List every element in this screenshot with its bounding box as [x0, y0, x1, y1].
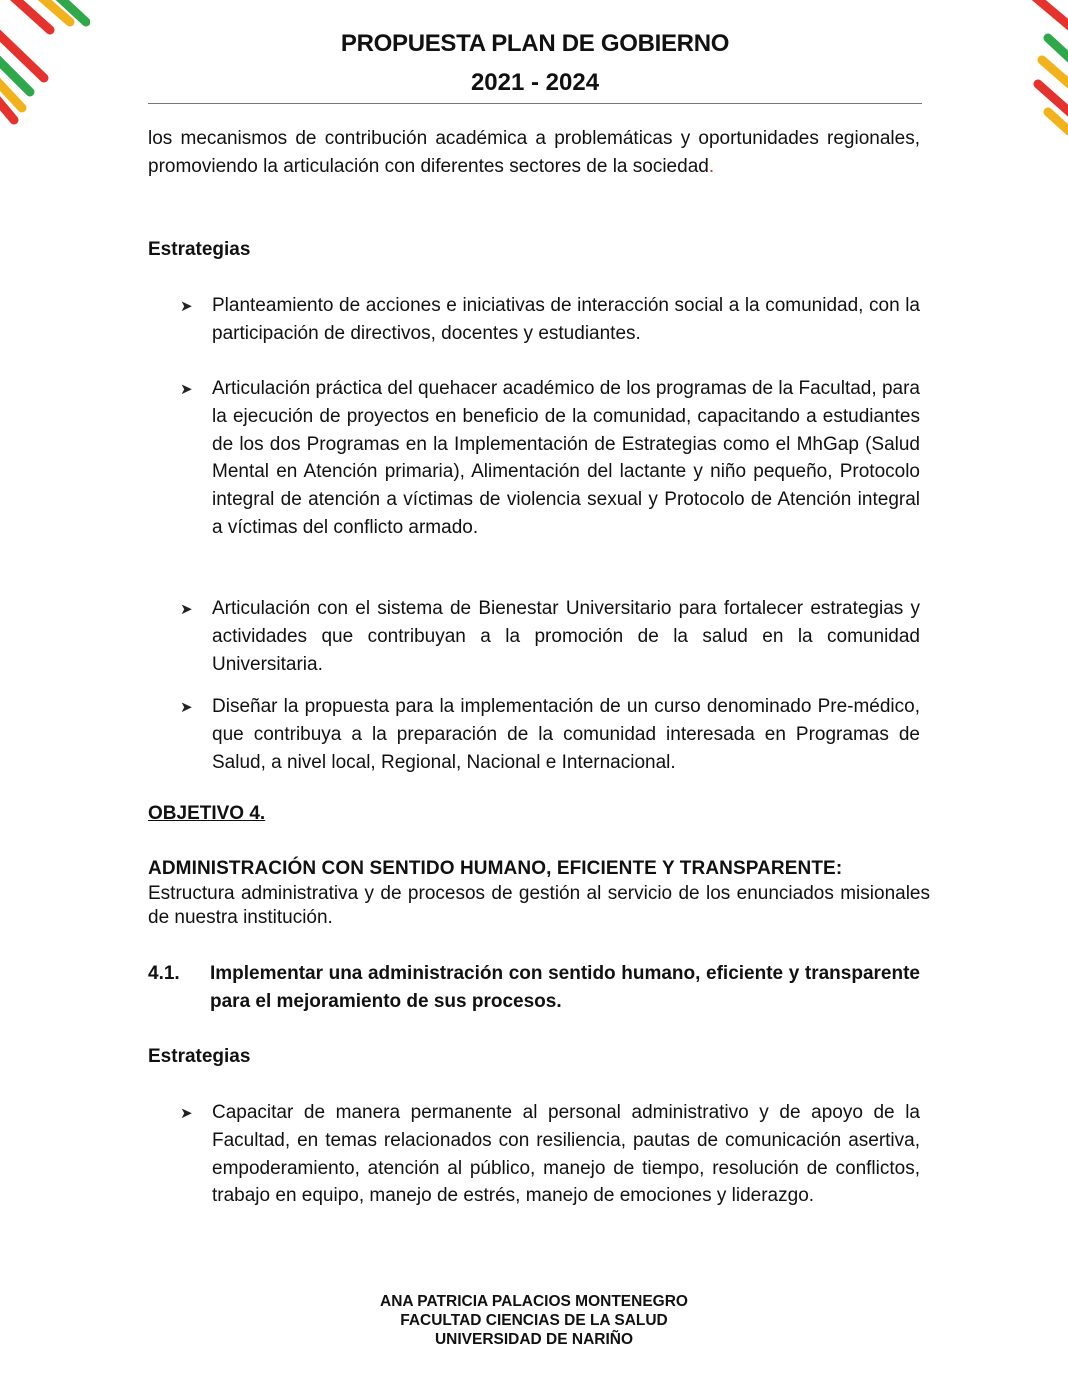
numbered-item: [148, 960, 920, 1016]
section-heading-estrategias-2: [148, 1043, 920, 1071]
header-divider: [148, 103, 922, 104]
section-heading: Estrategias: [148, 239, 251, 260]
footer-author: ANA PATRICIA PALACIOS MONTENEGRO: [380, 1293, 688, 1310]
list-item-text: Planteamiento de acciones e iniciativas de interacción social a la comunidad, con la participación de directivos, docentes y estudiantes.: [212, 295, 920, 344]
intro-text: los mecanismos de contribución académica a problemáticas y oportunidades regionales, promoviendo la articulación con diferentes sectores de la sociedad: [148, 128, 920, 177]
section-heading-estrategias-1: [148, 236, 920, 264]
list-item: [180, 595, 920, 678]
arrowhead-bullet-icon: ➤: [180, 381, 193, 398]
arrowhead-bullet-icon: ➤: [180, 1105, 193, 1122]
list-item-text: Articulación práctica del quehacer académico de los programas de la Facultad, para la ejecución de proyectos en beneficio de la comunidad, capacitando a estudiantes de los dos Programas en la Implementación de Estrategias como el MhGap (Salud Mental en Atención primaria), Alimentación del lactante y niño pequeño, Protocolo integral de atención a víctimas de violencia sexual y Protocolo de Atención integral a víctimas del conflicto armado.: [212, 378, 920, 538]
item-text: Implementar una administración con sentido humano, eficiente y transparente para el mejoramiento de sus procesos.: [210, 963, 920, 1012]
page-header: [148, 28, 922, 100]
arrowhead-bullet-icon: ➤: [180, 699, 193, 716]
objective-title: ADMINISTRACIÓN CON SENTIDO HUMANO, EFICIENTE Y TRANSPARENTE:: [148, 858, 843, 879]
arrowhead-bullet-icon: ➤: [180, 601, 193, 618]
decorative-stripes-left: [0, 0, 90, 130]
page-footer: [200, 1292, 868, 1349]
footer-faculty: FACULTAD CIENCIAS DE LA SALUD: [400, 1312, 668, 1329]
list-item: [180, 292, 920, 348]
objective-description: Estructura administrativa y de procesos de gestión al servicio de los enunciados misionales de nuestra institución.: [148, 883, 930, 928]
header-title: PROPUESTA PLAN DE GOBIERNO: [340, 30, 730, 57]
list-item-text: Capacitar de manera permanente al personal administrativo y de apoyo de la Facultad, en temas relacionados con resiliencia, pautas de comunicación asertiva, empoderamiento, atención al público, manejo de tiempo, resolución de conflictos, trabajo en equipo, manejo de estrés, manejo de emociones y liderazgo.: [212, 1102, 920, 1207]
list-item-text: Diseñar la propuesta para la implementación de un curso denominado Pre-médico, que contribuya a la preparación de la comunidad interesada en Programas de Salud, a nivel local, Regional, Nacional e Internacional.: [212, 696, 920, 773]
header-years: 2021 - 2024: [470, 69, 600, 96]
objective-label-block: [148, 800, 920, 828]
footer-university: UNIVERSIDAD DE NARIÑO: [434, 1331, 634, 1348]
intro-end-mark: .: [708, 156, 715, 177]
list-item: [180, 1099, 920, 1210]
intro-paragraph: [148, 125, 920, 181]
arrowhead-bullet-icon: ➤: [180, 298, 193, 315]
list-item: [180, 375, 920, 542]
list-item-text: Articulación con el sistema de Bienestar Universitario para fortalecer estrategias y actividades que contribuyan a la promoción de la salud en la comunidad Universitaria.: [212, 598, 920, 675]
item-number: 4.1.: [148, 963, 180, 984]
decorative-stripes-right: [1018, 0, 1068, 135]
section-heading: Estrategias: [148, 1046, 251, 1067]
objective-block: [148, 856, 930, 930]
objective-label: OBJETIVO 4.: [148, 803, 266, 824]
list-item: [180, 693, 920, 776]
